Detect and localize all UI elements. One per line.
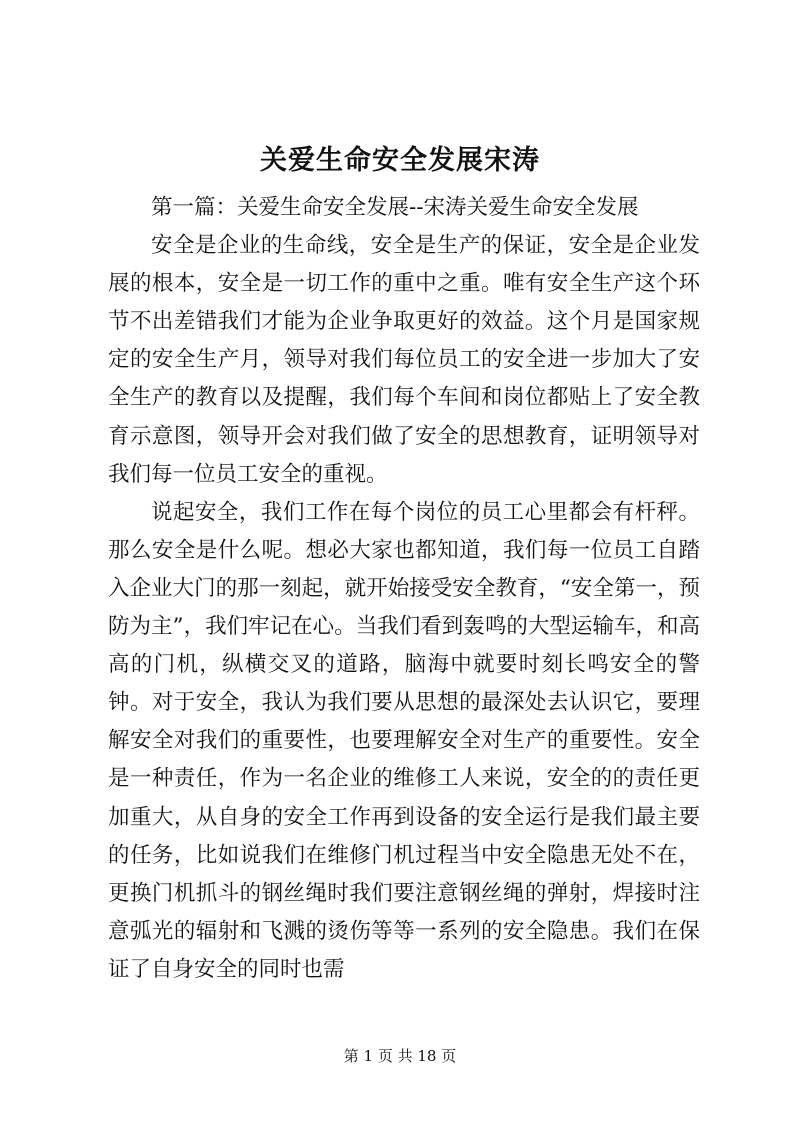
paragraph-2: 说起安全，我们工作在每个岗位的员工心里都会有杆秤。那么安全是什么呢。想必大家也都知道，我们每一位员工自踏入企业大门的那一刻起，就开始接受安全教育，“安全第一，预防为主”，我们牢记在心。当我们看到轰鸣的大型运输车，和高高的门机，纵横交叉的道路，脑海中就要时刻长鸣安全的警钟。对于安全，我认为我们要从思想的最深处去认识它，要理解安全对我们的重要性，也要理解安全对生产的重要性。安全是一种责任，作为一名企业的维修工人来说，安全的的责任更加重大，从自身的安全工作再到设备的安全运行是我们最主要的任务，比如说我们在维修门机过程当中安全隐患无处不在，更换门机抓斗的钢丝绳时我们要注意钢丝绳的弹射，焊接时注意弧光的辐射和飞溅的烫伤等等一系列的安全隐患。我们在保证了自身安全的同时也需 bbox=[108, 499, 700, 982]
page-number-footer: 第 1 页 共 18 页 bbox=[343, 1047, 457, 1065]
document-title: 关爱生命安全发展宋涛 bbox=[260, 145, 540, 176]
paragraph-1: 安全是企业的生命线，安全是生产的保证，安全是企业发展的根本，安全是一切工作的重中之重。唯有安全生产这个环节不出差错我们才能为企业争取更好的效益。这个月是国家规定的安全生产月，领导对我们每位员工的安全进一步加大了安全生产的教育以及提醒，我们每个车间和岗位都贴上了安全教育示意图，领导开会对我们做了安全的思想教育，证明领导对我们每一位员工安全的重视。 bbox=[108, 233, 700, 487]
document-body bbox=[108, 189, 700, 989]
section-subheading: 第一篇：关爱生命安全发展--宋涛关爱生命安全发展 bbox=[151, 195, 639, 220]
